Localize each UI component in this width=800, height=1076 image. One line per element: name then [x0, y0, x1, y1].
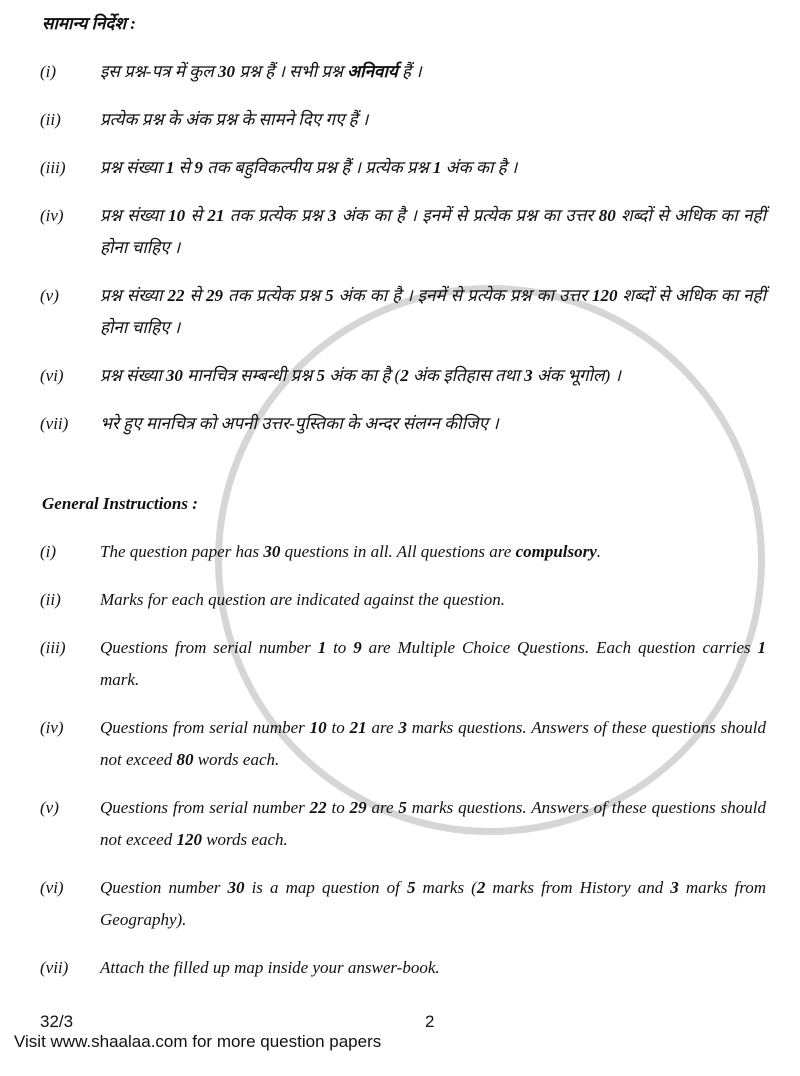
hindi-instruction-item — [40, 56, 766, 88]
hindi-instruction-item — [40, 200, 766, 264]
bold-text: 30 — [165, 366, 183, 385]
bold-text: अनिवार्य — [347, 62, 398, 81]
text-segment: मानचित्र सम्बन्धी प्रश्न — [182, 366, 317, 385]
bold-text: 3 — [524, 366, 533, 385]
text-segment: तक प्रत्येक प्रश्न — [224, 206, 328, 225]
bold-text: 5 — [325, 286, 334, 305]
text-segment: . — [596, 542, 602, 561]
item-number: (vii) — [40, 958, 69, 977]
text-segment: अंक भूगोल) । — [532, 366, 621, 385]
text-segment: words each. — [193, 750, 280, 769]
bold-text: 9 — [353, 638, 362, 657]
item-text — [100, 792, 766, 856]
text-segment: are — [366, 718, 399, 737]
item-number: (iv) — [40, 206, 64, 225]
text-segment: is a map question of — [244, 878, 407, 897]
text-segment: तक प्रत्येक प्रश्न — [223, 286, 326, 305]
item-text — [100, 360, 766, 392]
bold-text: 1 — [757, 638, 766, 657]
bold-text: 3 — [398, 718, 407, 737]
text-segment: प्रश्न संख्या — [100, 206, 169, 225]
bold-text: 5 — [316, 366, 325, 385]
text-segment: अंक का है । इनमें से प्रत्येक प्रश्न का उत्तर — [336, 206, 599, 225]
english-instructions — [40, 536, 766, 984]
item-number: (iv) — [40, 718, 64, 737]
bold-text: 5 — [398, 798, 407, 817]
text-segment: प्रश्न संख्या — [100, 158, 166, 177]
bold-text: 1 — [432, 158, 442, 177]
text-segment: से — [174, 158, 195, 177]
item-text — [100, 152, 766, 184]
text-segment: प्रश्न संख्या — [100, 286, 168, 305]
text-segment: शब्दों से अधिक का नहीं होना चाहिए । — [100, 206, 766, 257]
text-segment: तक बहुविकल्पीय प्रश्न हैं । प्रत्येक प्रश्न — [202, 158, 433, 177]
item-number: (vi) — [40, 366, 64, 385]
item-text — [100, 200, 766, 264]
bold-text: compulsory — [515, 542, 597, 561]
bold-text: 21 — [207, 206, 225, 225]
text-segment: प्रश्न हैं । सभी प्रश्न — [234, 62, 348, 81]
text-segment: Attach the filled up map inside your answer-book. — [100, 958, 440, 977]
text-segment: इस प्रश्न-पत्र में कुल — [100, 62, 218, 81]
text-segment: भरे हुए मानचित्र को अपनी उत्तर-पुस्तिका के अन्दर संलग्न कीजिए । — [100, 414, 499, 433]
text-segment: The question paper has — [100, 542, 264, 561]
text-segment: प्रत्येक प्रश्न के अंक प्रश्न के सामने दिए गए हैं । — [100, 110, 369, 129]
text-segment: शब्दों से अधिक का नहीं होना चाहिए । — [100, 286, 766, 337]
item-number: (vii) — [40, 414, 69, 433]
item-number: (v) — [40, 286, 59, 305]
item-number: (ii) — [40, 590, 61, 609]
text-segment: अंक का है ( — [324, 366, 401, 385]
bold-text: 30 — [227, 878, 245, 897]
english-heading: General Instructions : — [42, 494, 198, 513]
bold-text: 10 — [168, 206, 186, 225]
bold-text: 2 — [400, 366, 409, 385]
text-segment: to — [326, 798, 350, 817]
text-segment: Questions from serial number — [100, 718, 310, 737]
bold-text: 22 — [309, 798, 327, 817]
text-segment: are — [366, 798, 399, 817]
bold-text: 120 — [176, 830, 202, 849]
text-segment: Marks for each question are indicated against the question. — [100, 590, 505, 609]
text-segment: marks questions. Answers of these questions should not exceed — [100, 798, 766, 849]
item-text — [100, 408, 766, 440]
text-segment: marks from History and — [485, 878, 671, 897]
bold-text: 80 — [598, 206, 616, 225]
text-segment: Question number — [100, 878, 228, 897]
item-number: (vi) — [40, 878, 64, 897]
text-segment: से — [184, 286, 206, 305]
english-instruction-item — [40, 792, 766, 856]
text-segment: Questions from serial number — [100, 798, 310, 817]
item-text — [100, 56, 766, 88]
english-instruction-item — [40, 536, 766, 568]
text-segment: marks questions. Answers of these questions should not exceed — [100, 718, 766, 769]
bold-text: 80 — [176, 750, 194, 769]
item-text — [100, 584, 766, 616]
footer-row — [40, 1012, 766, 1032]
item-text — [100, 632, 766, 696]
text-segment: questions in all. All questions are — [280, 542, 516, 561]
bold-text: 30 — [263, 542, 281, 561]
text-segment: words each. — [201, 830, 288, 849]
bold-text: 22 — [167, 286, 185, 305]
bold-text: 5 — [406, 878, 416, 897]
text-segment: Questions from serial number — [100, 638, 318, 657]
item-number: (ii) — [40, 110, 61, 129]
hindi-instruction-item — [40, 408, 766, 440]
text-segment: marks ( — [415, 878, 477, 897]
bold-text: 29 — [206, 286, 223, 305]
bold-text: 120 — [591, 286, 618, 305]
item-number: (v) — [40, 798, 59, 817]
hindi-heading: सामान्य निर्देश : — [42, 14, 136, 33]
hindi-instructions — [40, 56, 766, 440]
text-segment: marks from Geography). — [100, 878, 767, 929]
text-segment: अंक इतिहास तथा — [408, 366, 525, 385]
item-text — [100, 952, 766, 984]
english-instruction-item — [40, 632, 766, 696]
item-number: (i) — [40, 62, 57, 81]
english-instruction-item — [40, 872, 766, 936]
bold-text: 10 — [309, 718, 327, 737]
bold-text: 3 — [327, 206, 337, 225]
page-number: 2 — [425, 1012, 435, 1031]
bold-text: 21 — [349, 718, 367, 737]
hindi-instruction-item — [40, 152, 766, 184]
section-gap — [40, 456, 766, 492]
item-number: (iii) — [40, 158, 66, 177]
item-text — [100, 712, 766, 776]
bold-text: 2 — [476, 878, 486, 897]
item-text — [100, 104, 766, 136]
item-text — [100, 872, 766, 936]
english-instruction-item — [40, 952, 766, 984]
bold-text: 1 — [317, 638, 327, 657]
bold-text: 30 — [217, 62, 235, 81]
text-segment: प्रश्न संख्या — [100, 366, 166, 385]
text-segment: mark. — [100, 670, 140, 689]
english-instruction-item — [40, 584, 766, 616]
text-segment: हैं । — [397, 62, 422, 81]
hindi-instruction-item — [40, 280, 766, 344]
item-text — [100, 536, 766, 568]
bold-text: 3 — [670, 878, 679, 897]
text-segment: to — [326, 638, 354, 657]
paper-code: 32/3 — [40, 1012, 74, 1031]
text-segment: अंक का है । — [441, 158, 518, 177]
hindi-instruction-item — [40, 360, 766, 392]
item-number: (iii) — [40, 638, 66, 657]
hindi-instruction-item — [40, 104, 766, 136]
item-number: (i) — [40, 542, 57, 561]
visit-link[interactable]: Visit www.shaalaa.com for more question papers — [14, 1032, 382, 1051]
text-segment: से — [185, 206, 208, 225]
item-text — [100, 280, 766, 344]
text-segment: अंक का है । इनमें से प्रत्येक प्रश्न का उत्तर — [333, 286, 592, 305]
bold-text: 29 — [349, 798, 367, 817]
text-segment: to — [326, 718, 350, 737]
bold-text: 1 — [165, 158, 175, 177]
english-instruction-item — [40, 712, 766, 776]
text-segment: are Multiple Choice Questions. Each question carries — [361, 638, 758, 657]
bold-text: 9 — [194, 158, 203, 177]
